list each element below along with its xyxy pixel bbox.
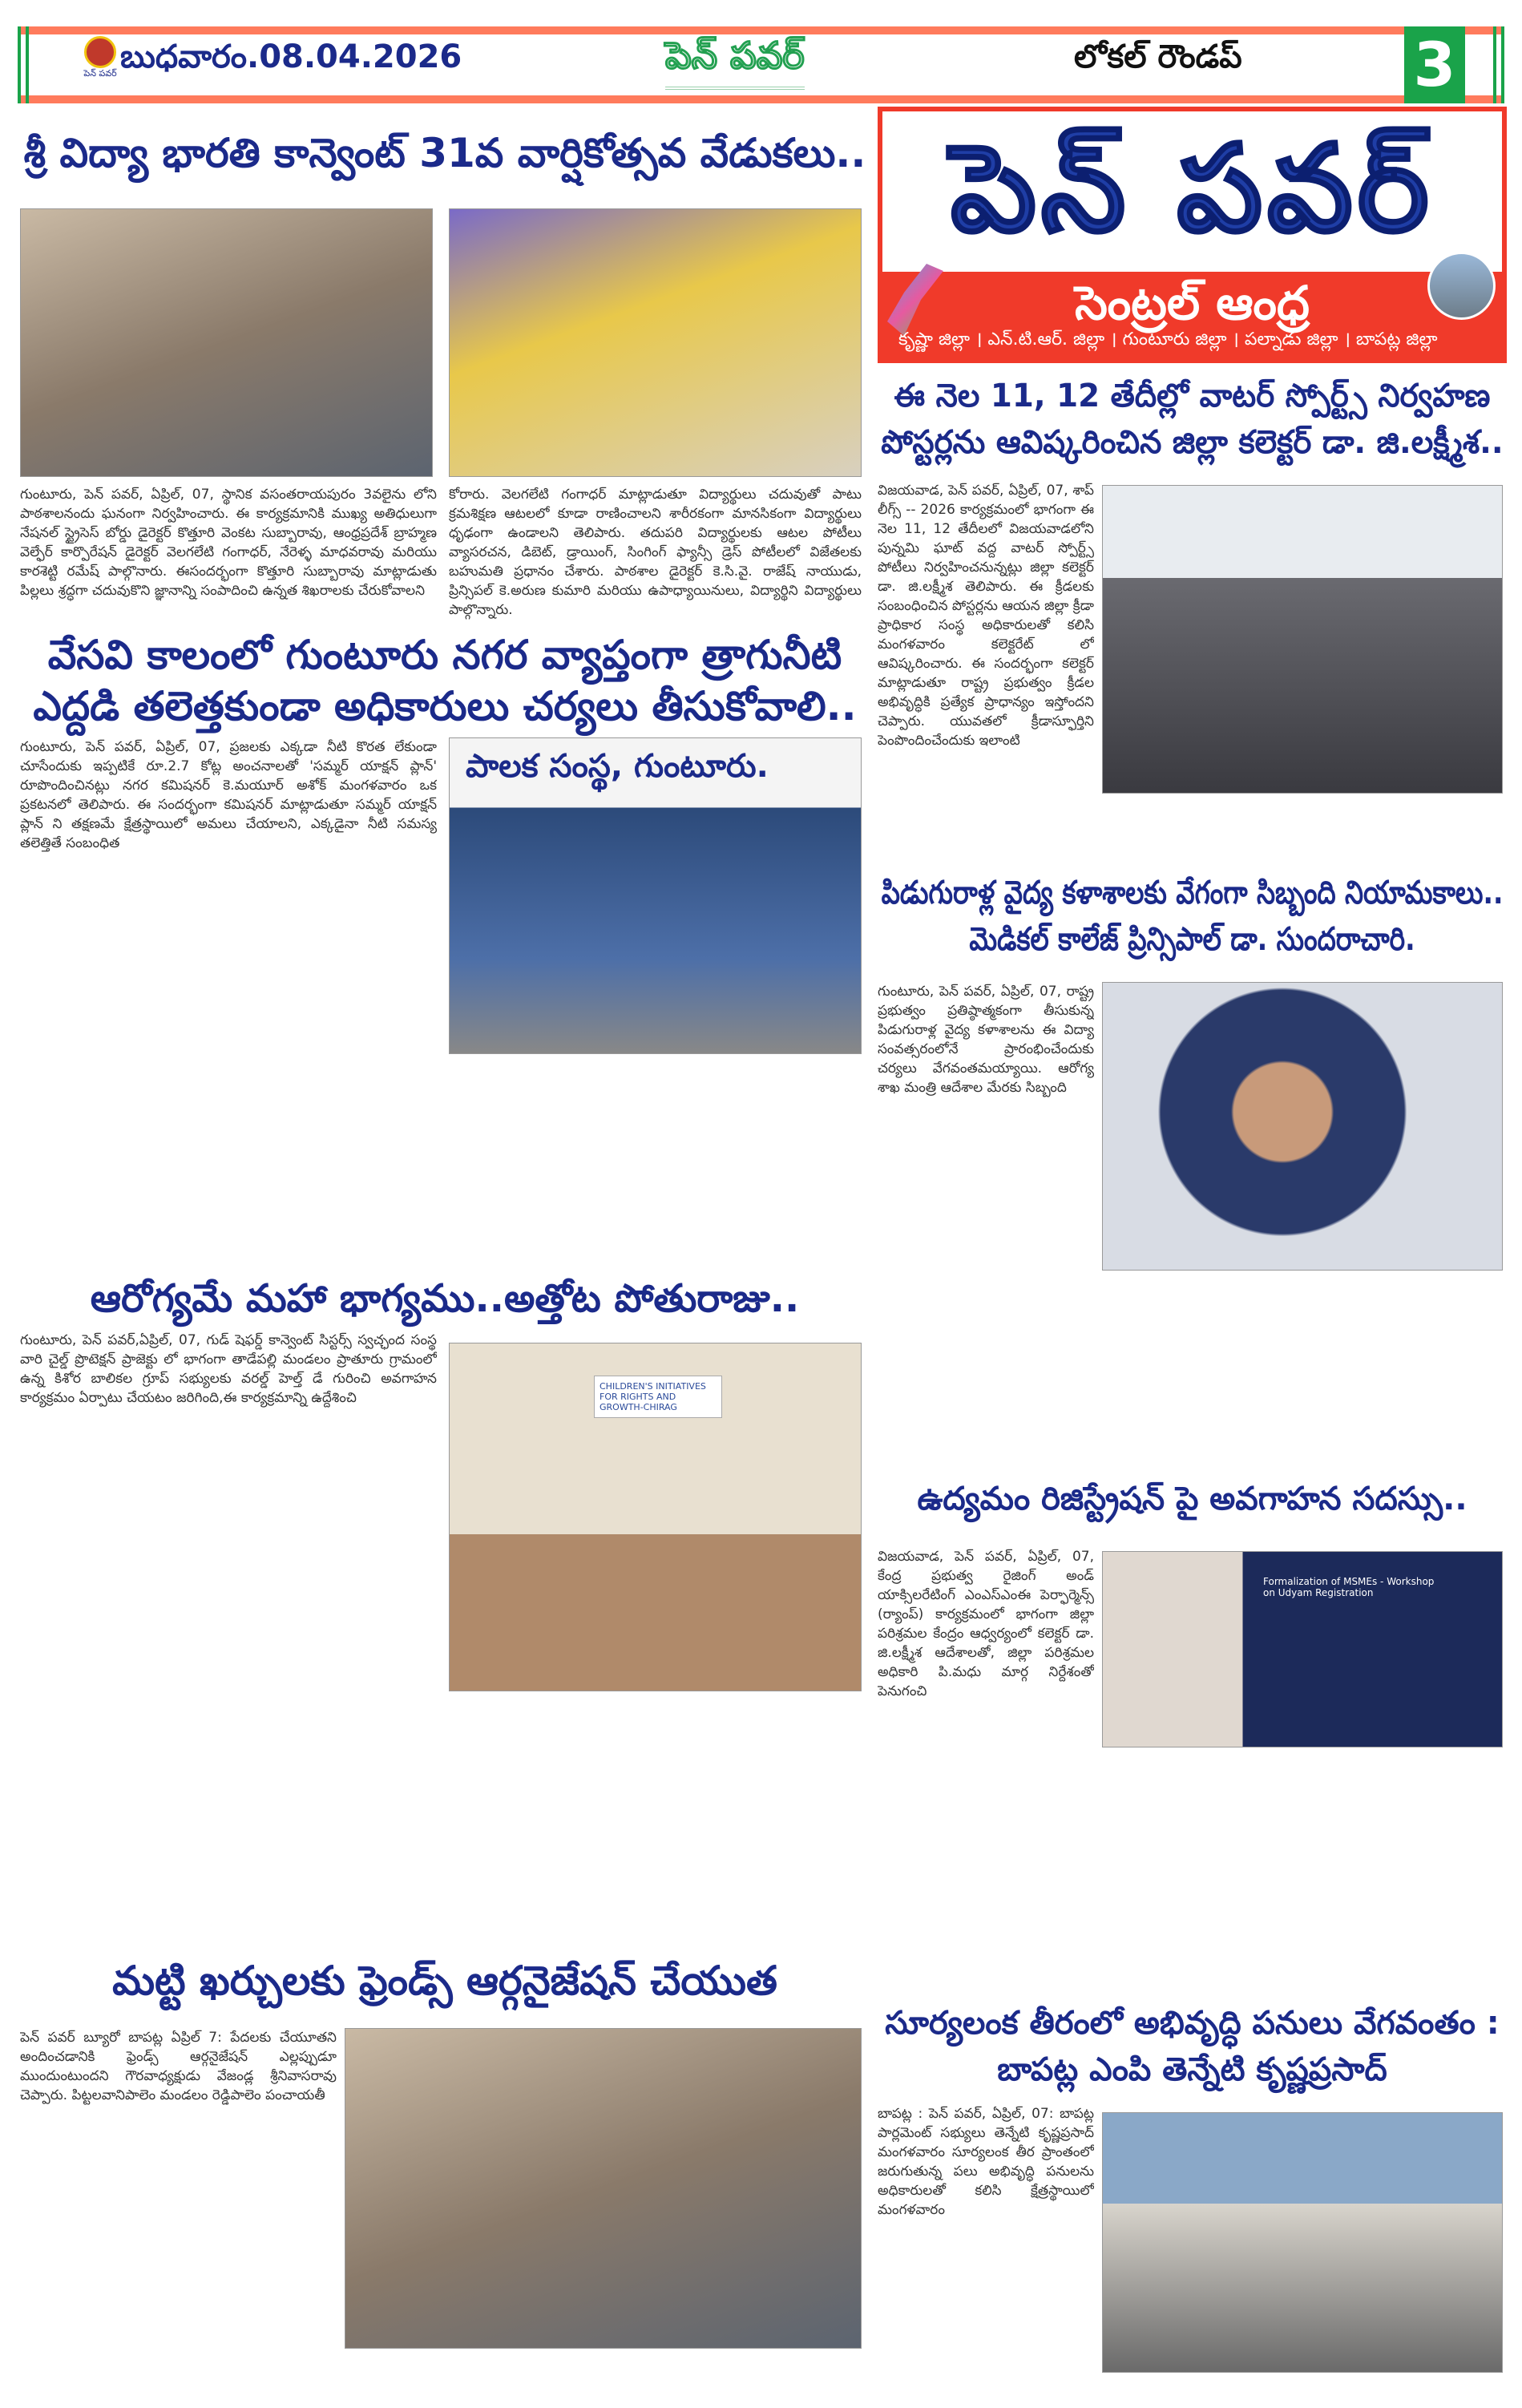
photo-convent-stage — [449, 208, 862, 477]
article-text: గుంటూరు, పెన్ పవర్, ఏప్రిల్, 07, రాష్ట్ర ప్రభుత్వం ప్రతిష్ఠాత్మకంగా తీసుకున్న పిడుగురాళ్ల వైద్య కళాశాలను ఈ విద్యా సంవత్సరంలోనే ప్రారంభించేందుకు చర్యలు వేగవంతమయ్యాయి. ఆరోగ్య శాఖ మంత్రి ఆదేశాల మేరకు సిబ్బంది — [878, 984, 1094, 1096]
headline: సూర్యలంక తీరంలో అభివృద్ధి పనులు వేగవంతం : బాపట్ల ఎంపి తెన్నేటి కృష్ణప్రసాద్ — [885, 2005, 1500, 2088]
photo-friends-organization — [345, 2028, 862, 2349]
article-text: బాపట్ల : పెన్ పవర్, ఏప్రిల్, 07: బాపట్ల పార్లమెంట్ సభ్యులు తెన్నేటి కృష్ణప్రసాద్ మంగళవారం సూర్యలంక తీర ప్రాంతంలో జరుగుతున్న పలు అభివృద్ధి పనులను అధికారులతో కలిసి క్షేత్రస్థాయిలో మంగళవారం — [878, 2106, 1094, 2218]
headline: ఆరోగ్యమే మహా భాగ్యము..అత్తోట పోతురాజు.. — [90, 1276, 800, 1321]
masthead-title: పెన్ పవర్ — [951, 119, 1434, 259]
photo-principal-portrait — [1102, 982, 1503, 1271]
article-text: గుంటూరు, పెన్ పవర్,ఏప్రిల్, 07, గుడ్ షెఫర్డ్ కాన్వెంట్ సిస్టర్స్ స్వచ్ఛంద సంస్థ వారి చైల్డ్ ప్రొటెక్షన్ ప్రాజెక్టు లో భాగంగా తాడేపల్లి మండలం ప్రాతూరు గ్రామంలో ఉన్న కిశోర బాలికల గ్రూప్ సభ్యులకు వరల్డ్ హెల్త్ డే గురించి అవగాహన కార్యక్రమం ఏర్పాటు చేయటం జరిగింది,ఈ కార్యక్రమాన్ని ఉద్దేశించి — [20, 1332, 437, 1406]
masthead — [878, 107, 1507, 363]
headline: పిడుగురాళ్ల వైద్య కళాశాలకు వేగంగా సిబ్బంది నియామకాలు.. మెడికల్ కాలేజ్ ప్రిన్సిపాల్ డా. సుందరాచారి. — [881, 875, 1504, 958]
divider — [1501, 26, 1504, 103]
page-number: 3 — [1404, 26, 1465, 103]
headline: ఈ నెల 11, 12 తేదీల్లో వాటర్ స్పోర్ట్స్ నిర్వహణ పోస్టర్లను ఆవిష్కరించిన జిల్లా కలెక్టర్ డా. జి.లక్ష్మీశ.. — [881, 378, 1504, 461]
photo-poster-launch — [1102, 485, 1503, 794]
article-text: కోరారు. వెలగలేటి గంగాధర్ మాట్లాడుతూ విద్యార్థులు చదువుతో పాటు క్రమశిక్షణ ఆటలలో కూడా రాణించాలని శారీరకంగా మానసికంగా విద్యార్థులు ధృఢంగా ఉండాలని తెలిపారు. తదుపరి విద్యార్థులకు ఆటల పోటీలు వ్యాసరచన, డిబెట్, డ్రాయింగ్, సింగింగ్ ఫ్యాన్సీ డ్రెస్ పోటీలలో విజేతలకు బహుమతి ప్రధానం చేశారు. పాఠశాల డైరెక్టర్ కె.సి.వై. రాజేష్ నాయుడు, ప్రిన్సిపల్ కె.అరుణ కుమారి మరియు ఉపాధ్యాయినులు, విద్యార్థిని విద్యార్థులు పాల్గొన్నారు. — [449, 487, 862, 618]
article-text: గుంటూరు, పెన్ పవర్, ఏప్రిల్, 07, స్థానిక వసంతరాయపురం 3వలైను లోని పాఠశాలనందు ఘనంగా నిర్వహించారు. ఈ కార్యక్రమానికి ముఖ్య అతిధులుగా నేషనల్ స్ట్రైసెస్ బోర్డు డైరెక్టర్ కొత్తూరి వెంకట సుబ్బారావు, ఆంధ్రప్రదేశ్ బ్రాహ్మణ వెల్ఫేర్ కార్పొరేషన్ డైరెక్టర్ వెలగలేటి గంగాధర్, నేరెళ్ళ మాధవరావు మరియు కారశెట్టి రమేష్ పాల్గొనారు. ఈసందర్భంగా కొత్తూరి సుబ్బారావు మాట్లాడుతు పిల్లలు శ్రద్ధగా చదువుకొని జ్ఞానాన్ని సంపాదించి ఉన్నత శిఖరాలకు చేరుకోవాలని — [20, 487, 437, 599]
headline: శ్రీ విద్యా భారతి కాన్వెంట్ 31వ వార్షికోత్సవ వేడుకలు.. — [23, 130, 866, 176]
divider — [26, 26, 29, 103]
divider — [18, 26, 21, 103]
article-text: విజయవాడ, పెన్ పవర్, ఏప్రిల్, 07, శాప్ లీగ్స్ -- 2026 కార్యక్రమంలో భాగంగా ఈ నెల 11, 12 తేదీలలో విజయవాడలోని పున్నమి ఘాట్ వద్ద వాటర్ స్పోర్ట్స్ పోటీలు నిర్వహించనున్నట్లు జిల్లా కలెక్టర్ డా. జి.లక్ష్మీశ తెలిపారు. ఈ క్రీడలకు సంబంధించిన పోస్టర్లను ఆయన జిల్లా క్రీడా ప్రాధికార సంస్థ అధికారులతో కలిసి మంగళవారం కలెక్టరేట్ లో ఆవిష్కరించారు. ఈ సందర్భంగా కలెక్టర్ మాట్లాడుతూ రాష్ట్ర ప్రభుత్వం క్రీడల అభివృద్ధికి ప్రత్యేక ప్రాధాన్యం ఇస్తోందని చెప్పారు. యువతలో క్రీడాస్ఫూర్తిని పెంపొందించేందుకు ఇలాంటి — [878, 483, 1094, 749]
headline: ఉద్యమం రిజిస్ట్రేషన్ పై అవగాహన సదస్సు.. — [917, 1481, 1467, 1517]
headline: వేసవి కాలంలో గుంటూరు నగర వ్యాప్తంగా త్రాగునీటి ఎద్దడి తలెత్తకుండా అధికారులు చర్యలు తీసుకోవాలి.. — [33, 632, 857, 729]
photo-mp-inspection — [1102, 2112, 1503, 2373]
masthead-districts: కృష్ణా జిల్లా । ఎన్.టి.ఆర్. జిల్లా । గుంటూరు జిల్లా । పల్నాడు జిల్లా । బాపట్ల జిల్లా — [898, 329, 1438, 349]
photo-health-awareness: CHILDREN'S INITIATIVES FOR RIGHTS AND GROWTH-CHIRAG — [449, 1343, 862, 1691]
issue-date: బుధవారం.08.04.2026 — [120, 38, 462, 75]
photo-udyam-workshop: Formalization of MSMEs - Workshop on Udyam Registration — [1102, 1551, 1503, 1747]
article-text: గుంటూరు, పెన్ పవర్, ఏప్రిల్, 07, ప్రజలకు ఎక్కడా నీటి కొరత లేకుండా చూసేందుకు ఇప్పటికే రూ.2.7 కోట్ల అంచనాలతో 'సమ్మర్ యాక్షన్ ప్లాన్' రూపొందించినట్లు నగర కమిషనర్ కె.మయూర్ అశోక్ మంగళవారం ఒక ప్రకటనలో తెలిపారు. ఈ సందర్భంగా కమిషనర్ మాట్లాడుతూ సమ్మర్ యాక్షన్ ప్లాన్ ని తక్షణమే క్షేత్రస్థాయిలో అమలు చేయాలని, ఎక్కడైనా నీటి సమస్య తలెత్తితే సంబంధిత — [20, 739, 437, 851]
headline: మట్టి ఖర్చులకు ఫ్రెండ్స్ ఆర్గనైజేషన్ చేయుత — [112, 1958, 777, 2004]
section-title: లోకల్ రౌండప్ — [1074, 38, 1242, 75]
article-text: విజయవాడ, పెన్ పవర్, ఏప్రిల్, 07, కేంద్ర ప్రభుత్వ రైజింగ్ అండ్ యాక్సిలరేటింగ్ ఎంఎస్ఎంఈ పెర్ఫార్మెన్స్ (ర్యాంప్) కార్యక్రమంలో భాగంగా జిల్లా పరిశ్రమల కేంద్రం ఆధ్వర్యంలో కలెక్టర్ డా. జి.లక్ష్మీశ ఆదేశాలతో, జిల్లా పరిశ్రమల అధికారి పి.మధు మార్గ నిర్దేశంతో పెనుగంచి — [878, 1549, 1094, 1699]
divider — [1493, 26, 1496, 103]
article-text: పెన్ పవర్ బ్యూరో బాపట్ల ఏప్రిల్ 7: పేదలకు చేయూతని అందించడానికి ఫ్రెండ్స్ ఆర్గనైజేషన్ ఎల్లప్పుడూ ముందుంటుందని గౌరవాధ్యక్షుడు వేజండ్ల శ్రీనివాసరావు చెప్పారు. పిట్టలవానిపాలెం మండలం రెడ్డిపాలెం పంచాయతీ — [20, 2030, 337, 2103]
masthead-subtitle: సెంట్రల్ ఆంధ్ర — [1075, 276, 1310, 330]
photo-commissioner: పాలక సంస్థ, గుంటూరు. — [449, 737, 862, 1054]
newspaper-logo: పెన్ పవర్ — [76, 36, 124, 92]
brand-name: పెన్ పవర్ — [665, 34, 805, 90]
photo-convent-guests — [20, 208, 433, 477]
